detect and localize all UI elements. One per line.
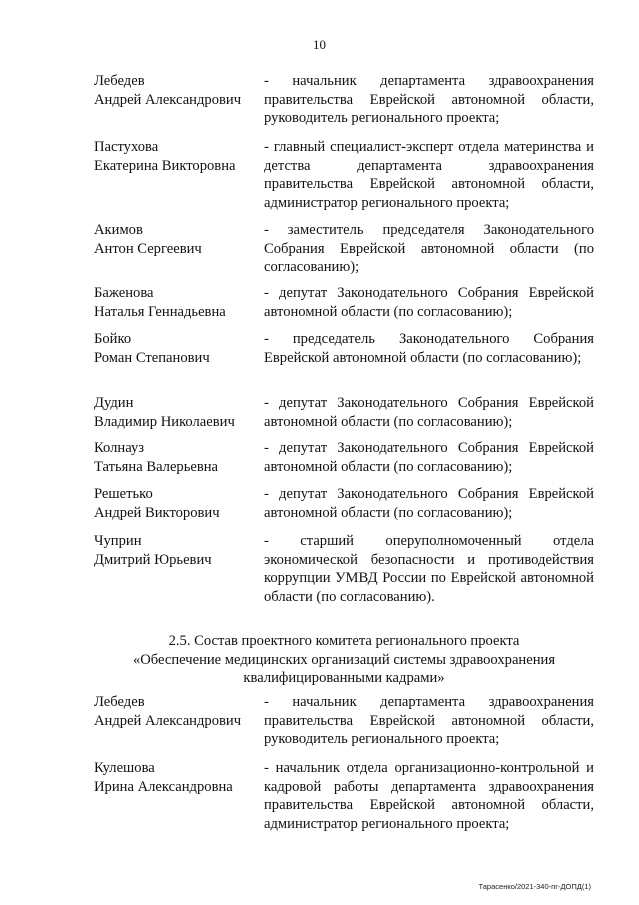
section-heading-line: «Обеспечение медицинских организаций системы здравоохранения [132, 651, 556, 668]
member-role: - начальник департамента здравоохранения правительства Еврейской автономной области, руководитель регионального проекта; [264, 694, 594, 747]
member-entry [94, 394, 594, 439]
member-given-names: Андрей Александрович [94, 91, 242, 108]
member-surname: Баженова [94, 285, 154, 301]
member-name [94, 693, 264, 759]
page-number: 10 [313, 37, 326, 52]
member-given-names: Владимир Николаевич [94, 413, 235, 430]
member-role: - депутат Законодательного Собрания Еврейской автономной области (по согласованию); [264, 395, 594, 430]
member-name [94, 759, 264, 839]
member-entry [94, 439, 594, 485]
committee-members-list [94, 72, 594, 608]
member-name [94, 284, 264, 330]
member-role: - начальник отдела организационно-контрольной и кадровой работы департамента здравоохранения правительства Еврейской автономной области, администратор регионального проекта; [264, 760, 594, 832]
member-role: - депутат Законодательного Собрания Еврейской автономной области (по согласованию); [264, 486, 594, 521]
member-entry [94, 284, 594, 330]
member-entry [94, 330, 594, 394]
member-role: - старший оперуполномоченный отдела экономической безопасности и противодействия коррупции УМВД России по Еврейской автономной области (по согласованию). [264, 533, 594, 605]
member-given-names: Антон Сергеевич [94, 240, 202, 257]
member-surname: Лебедев [94, 694, 145, 710]
member-surname: Бойко [94, 331, 132, 347]
member-given-names: Екатерина Викторовна [94, 157, 236, 174]
member-name [94, 532, 264, 608]
section-heading-line: квалифицированными кадрами» [243, 670, 445, 686]
committee-members-list-2 [94, 693, 594, 839]
member-surname: Акимов [94, 222, 143, 238]
member-name [94, 439, 264, 485]
document-reference-code: Тарасенко/2021-340-пг-ДОПД(1) [478, 882, 591, 891]
member-surname: Решетько [94, 486, 153, 502]
member-given-names: Ирина Александровна [94, 778, 233, 795]
member-role: - заместитель председателя Законодательного Собрания Еврейской автономной области (по согласованию); [264, 222, 594, 275]
member-given-names: Наталья Геннадьевна [94, 303, 226, 320]
member-given-names: Андрей Викторович [94, 504, 220, 521]
member-entry [94, 759, 594, 839]
member-given-names: Татьяна Валерьевна [94, 458, 219, 475]
member-name [94, 485, 264, 532]
member-entry [94, 532, 594, 608]
member-name [94, 72, 264, 138]
member-entry [94, 485, 594, 532]
member-entry [94, 221, 594, 284]
member-entry [94, 138, 594, 221]
member-name [94, 394, 264, 439]
member-given-names: Роман Степанович [94, 349, 210, 366]
member-role: - председатель Законодательного Собрания Еврейской автономной области (по согласованию); [264, 331, 594, 366]
member-role: - главный специалист-эксперт отдела материнства и детства департамента здравоохранения правительства Еврейской автономной области, администратор регионального проекта; [264, 139, 594, 211]
member-surname: Дудин [94, 395, 134, 411]
member-role: - начальник департамента здравоохранения правительства Еврейской автономной области, руководитель регионального проекта; [264, 73, 594, 126]
member-name [94, 330, 264, 394]
member-entry [94, 693, 594, 759]
section-heading-line: 2.5. Состав проектного комитета регионального проекта [168, 633, 520, 649]
member-name [94, 138, 264, 221]
member-surname: Чуприн [94, 533, 142, 549]
member-entry [94, 72, 594, 138]
member-name [94, 221, 264, 284]
section-heading [94, 632, 594, 688]
member-given-names: Дмитрий Юрьевич [94, 551, 212, 568]
member-surname: Кулешова [94, 760, 155, 776]
member-surname: Лебедев [94, 73, 145, 89]
member-surname: Пастухова [94, 139, 159, 155]
member-given-names: Андрей Александрович [94, 712, 242, 729]
member-role: - депутат Законодательного Собрания Еврейской автономной области (по согласованию); [264, 440, 594, 475]
member-surname: Колнауз [94, 440, 145, 456]
member-role: - депутат Законодательного Собрания Еврейской автономной области (по согласованию); [264, 285, 594, 320]
